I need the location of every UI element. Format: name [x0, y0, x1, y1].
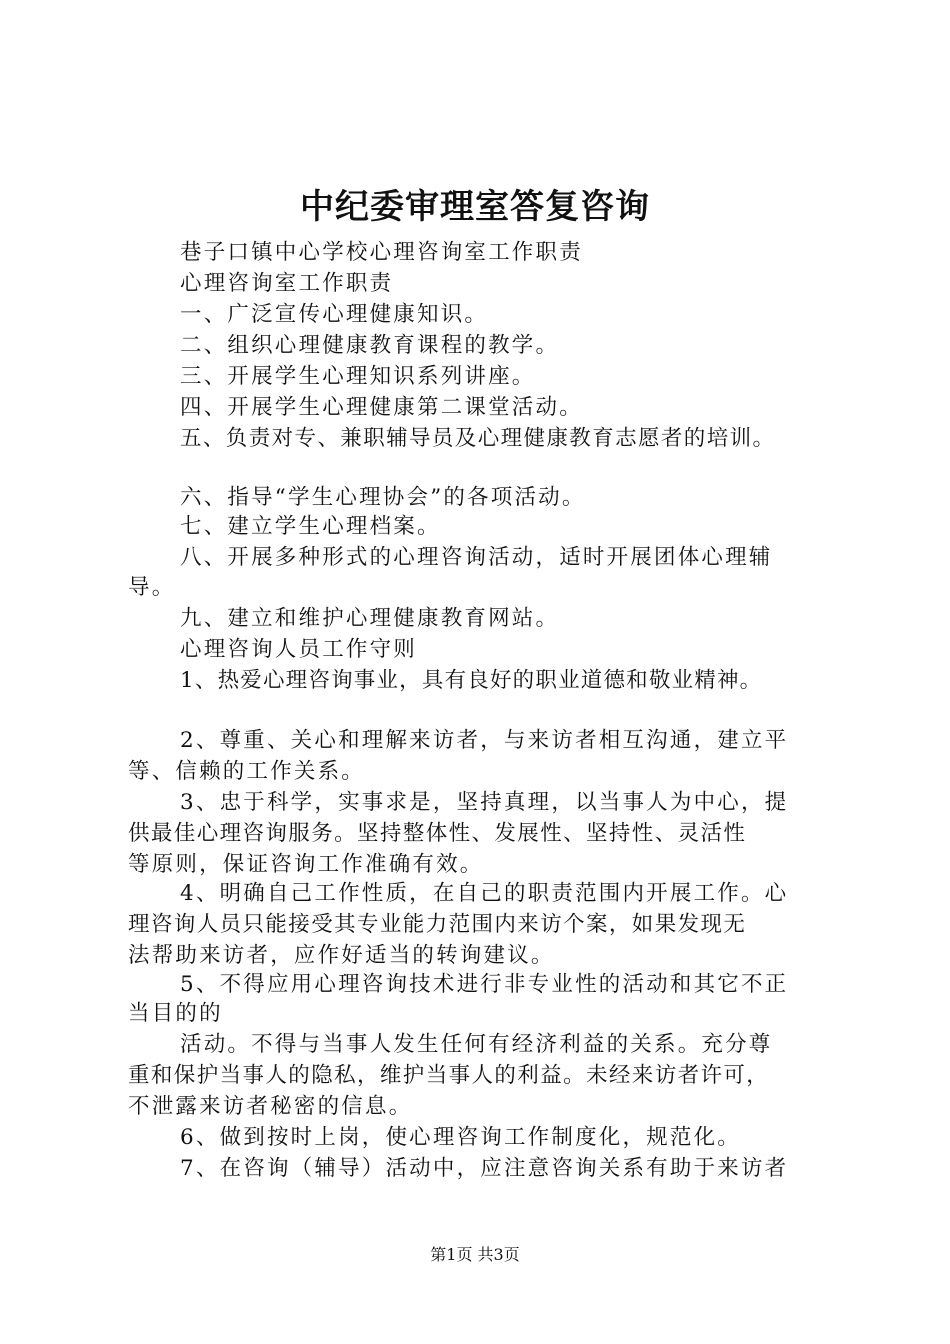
- text-line: 5、不得应用心理咨询技术进行非专业性的活动和其它不正: [180, 972, 789, 997]
- text-line: 四、开展学生心理健康第二课堂活动。: [180, 395, 583, 420]
- text-line: 等原则，保证咨询工作准确有效。: [128, 852, 484, 877]
- page-number: 第1页 共3页: [430, 1245, 520, 1264]
- text-line: 供最佳心理咨询服务。坚持整体性、发展性、坚持性、灵活性: [128, 821, 747, 846]
- text-line: 3、忠于科学，实事求是，坚持真理，以当事人为中心，提: [180, 790, 789, 815]
- text-line: 巷子口镇中心学校心理咨询室工作职责: [180, 240, 583, 265]
- text-line: 二、组织心理健康教育课程的教学。: [180, 333, 560, 358]
- text-line: 重和保护当事人的隐私，维护当事人的利益。未经来访者许可，: [128, 1063, 770, 1088]
- text-line: 导。: [128, 575, 176, 600]
- text-line: 七、建立学生心理档案。: [180, 514, 441, 539]
- page-title: 中纪委审理室答复咨询: [300, 187, 650, 227]
- text-line: 等、信赖的工作关系。: [128, 759, 366, 784]
- text-line: 三、开展学生心理知识系列讲座。: [180, 364, 536, 389]
- text-line: 九、建立和维护心理健康教育网站。: [180, 606, 560, 631]
- text-line: 心理咨询室工作职责: [180, 271, 394, 296]
- text-line: 法帮助来访者，应作好适当的转询建议。: [128, 943, 555, 968]
- text-line: 1、热爱心理咨询事业，具有良好的职业道德和敬业精神。: [180, 668, 763, 693]
- text-line: 一、广泛宣传心理健康知识。: [180, 302, 489, 327]
- text-line: 6、做到按时上岗，使心理咨询工作制度化，规范化。: [180, 1125, 741, 1150]
- text-line: 心理咨询人员工作守则: [180, 637, 418, 662]
- text-line: 7、在咨询（辅导）活动中，应注意咨询关系有助于来访者: [180, 1156, 789, 1181]
- text-line: 六、指导“学生心理协会”的各项活动。: [180, 485, 586, 510]
- text-line: 五、负责对专、兼职辅导员及心理健康教育志愿者的培训。: [180, 426, 776, 451]
- text-line: 活动。不得与当事人发生任何有经济利益的关系。充分尊: [180, 1032, 773, 1057]
- text-line: 不泄露来访者秘密的信息。: [128, 1094, 413, 1119]
- text-line: 4、明确自己工作性质，在自己的职责范围内开展工作。心: [180, 881, 789, 906]
- text-line: 八、开展多种形式的心理咨询活动，适时开展团体心理辅: [180, 545, 773, 570]
- text-line: 理咨询人员只能接受其专业能力范围内来访个案，如果发现无: [128, 912, 747, 937]
- text-line: 当目的的: [128, 1001, 223, 1026]
- text-line: 2、尊重、关心和理解来访者，与来访者相互沟通，建立平: [180, 728, 789, 753]
